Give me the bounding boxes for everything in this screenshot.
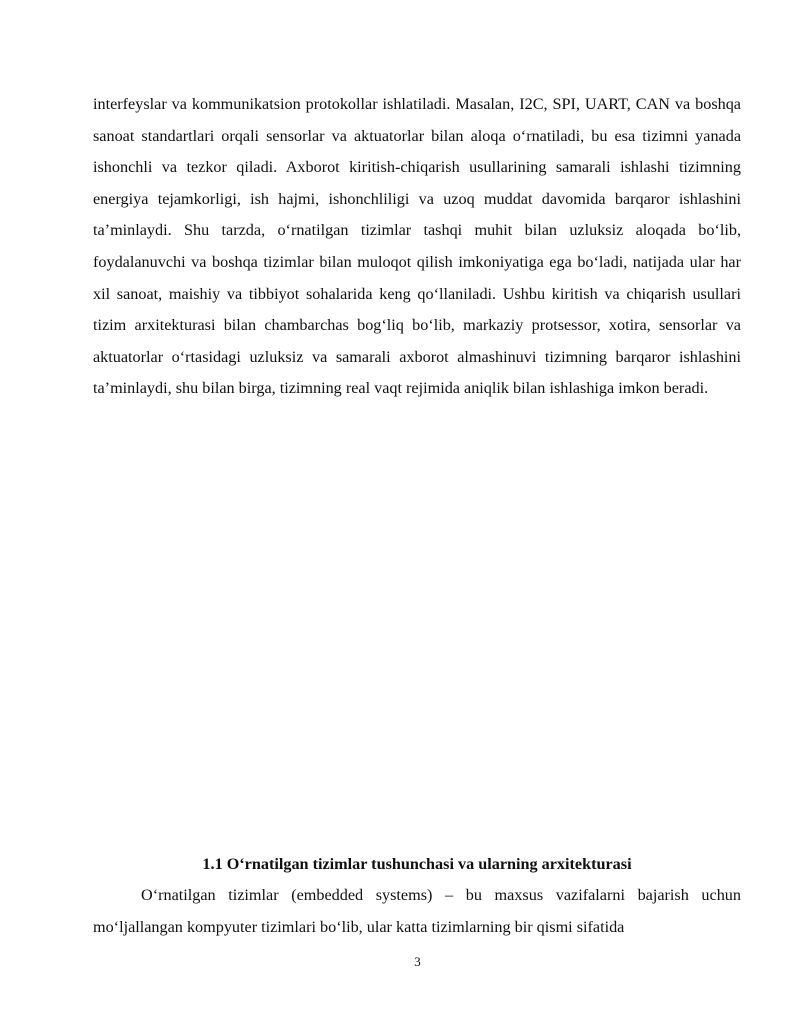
section-heading: 1.1 O‘rnatilgan tizimlar tushunchasi va ularning arxitekturasi bbox=[202, 855, 632, 873]
page-number: 3 bbox=[414, 954, 421, 969]
section-paragraph: O‘rnatilgan tizimlar (embedded systems) – bu maxsus vazifalarni bajarish uchun mo‘ljallangan kompyuter tizimlari bo‘lib, ular katta tizimlarning bir qismi sifatida bbox=[93, 886, 741, 936]
body-paragraph: interfeyslar va kommunikatsion protokollar ishlatiladi. Masalan, I2C, SPI, UART, CAN va boshqa sanoat standartlari orqali sensorlar va aktuatorlar bilan aloqa o‘rnatiladi, bu esa tizimni yanada ishonchli va tezkor qiladi. Axborot kiritish-chiqarish usullarining samarali ishlashi tizimning energiya tejamkorligi, ish hajmi, ishonchliligi va uzoq muddat davomida barqaror ishlashini ta’minlaydi. Shu tarzda, o‘rnatilgan tizimlar tashqi muhit bilan uzluksiz aloqada bo‘lib, foydalanuvchi va boshqa tizimlar bilan muloqot qilish imkoniyatiga ega bo‘ladi, natijada ular har xil sanoat, maishiy va tibbiyot sohalarida keng qo‘llaniladi. Ushbu kiritish va chiqarish usullari tizim arxitekturasi bilan chambarchas bog‘liq bo‘lib, markaziy protsessor, xotira, sensorlar va aktuatorlar o‘rtasidagi uzluksiz va samarali axborot almashinuvi tizimning barqaror ishlashini ta’minlaydi, shu bilan birga, tizimning real vaqt rejimida aniqlik bilan ishlashiga imkon beradi. bbox=[93, 95, 741, 398]
